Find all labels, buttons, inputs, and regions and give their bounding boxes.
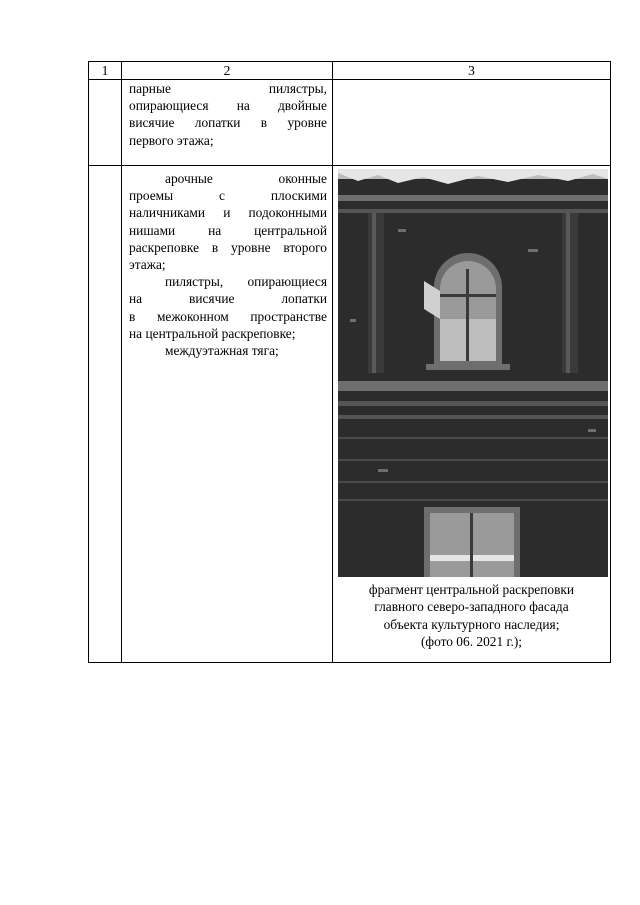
facade-photo (338, 169, 608, 577)
caption-line: фрагмент центральной раскреповки (368, 582, 575, 597)
text-line: проемы с плоскими (129, 188, 327, 204)
text-line: нишами на центральной (129, 222, 327, 238)
document-table (88, 61, 611, 663)
header-col-3: 3 (333, 62, 611, 80)
row2-number-cell (89, 166, 122, 663)
caption-line: (фото 06. 2021 г.); (420, 634, 523, 650)
row2-photo-cell (333, 166, 611, 663)
caption-line: главного северо-западного фасада (374, 599, 569, 615)
text-line: опирающиеся на двойные (129, 98, 327, 114)
table-row (89, 80, 611, 166)
text-line: висячие лопатки в уровне (129, 115, 327, 131)
row2-description (122, 166, 332, 359)
photo-frame (333, 166, 610, 577)
text-line: раскреповке в уровне второго (129, 239, 327, 255)
header-col-1: 1 (89, 62, 122, 80)
text-line: на висячие лопатки (129, 291, 327, 307)
table-row (89, 166, 611, 663)
caption-line: объекта культурного наследия; (383, 616, 560, 632)
text-line: парные пилястры, (129, 81, 327, 96)
photo-caption (333, 581, 610, 651)
text-line: на центральной раскреповке; (129, 325, 296, 341)
row1-description-cell (122, 80, 333, 166)
text-line: наличниками и подоконными (129, 205, 327, 221)
text-line: этажа; (129, 257, 166, 273)
text-line: пилястры, опирающиеся (165, 274, 327, 290)
text-line: арочные оконные (165, 171, 327, 186)
row2-description-cell (122, 166, 333, 663)
text-line: междуэтажная тяга; (165, 343, 279, 359)
header-col-2: 2 (122, 62, 333, 80)
table-header-row (89, 62, 611, 80)
row1-description (122, 80, 332, 149)
text-line: первого этажа; (129, 132, 214, 148)
text-line: в межоконном пространстве (129, 308, 327, 324)
row1-photo-cell (333, 80, 611, 166)
row1-number-cell (89, 80, 122, 166)
